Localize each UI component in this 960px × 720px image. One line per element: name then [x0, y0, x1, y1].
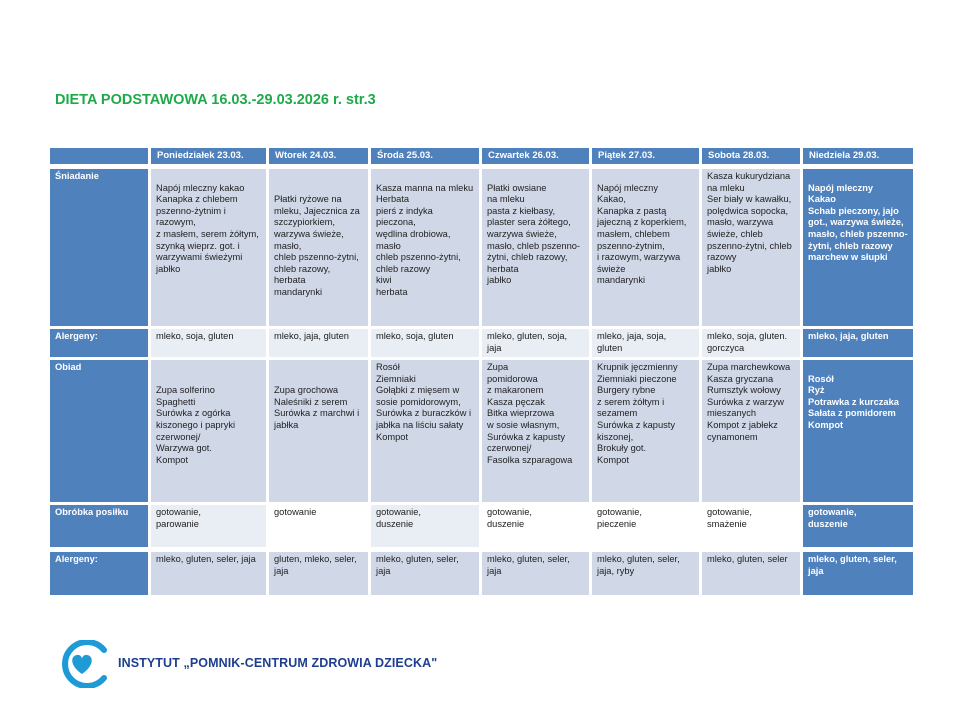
lunch-cell: Zupa grochowa Naleśniki z serem Surówka z marchwi i jabłka	[269, 360, 368, 502]
breakfast-cell: Napój mleczny kakao Kanapka z chlebem pszenno-żytnim i razowym, z masłem, serem żółtym, szynką wieprz. got. i warzywami świeżymi jabłko	[151, 169, 266, 326]
allergens-2-cell: gluten, mleko, seler, jaja	[269, 552, 368, 595]
row-label-lunch: Obiad	[50, 360, 148, 502]
processing-cell: gotowanie, duszenie	[371, 505, 479, 547]
day-header: Piątek 27.03.	[592, 148, 699, 164]
allergens-2-cell: mleko, gluten, seler, jaja	[482, 552, 589, 595]
allergens-1-cell: mleko, gluten, soja, jaja	[482, 329, 589, 357]
institute-logo-text: INSTYTUT „POMNIK-CENTRUM ZDROWIA DZIECKA"	[118, 656, 438, 670]
lunch-cell: Rosół Ryż Potrawka z kurczaka Sałata z pomidorem Kompot	[803, 360, 913, 502]
breakfast-cell: Kasza manna na mleku Herbata pierś z indyka pieczona, wędlina drobiowa, masło chleb pszenno-żytni, chleb razowy kiwi herbata	[371, 169, 479, 326]
lunch-cell: Zupa marchewkowa Kasza gryczana Rumsztyk wołowy Surówka z warzyw mieszanych Kompot z jabłekz cynamonem	[702, 360, 800, 502]
page-title: DIETA PODSTAWOWA 16.03.-29.03.2026 r. str.3	[55, 92, 376, 108]
lunch-cell: Zupa pomidorowa z makaronem Kasza pęczak Bitka wieprzowa w sosie własnym, Surówka z kapusty czerwonej/ Fasolka szparagowa	[482, 360, 589, 502]
lunch-cell: Zupa solferino Spaghetti Surówka z ogórka kiszonego i papryki czerwonej/ Warzywa got. Kompot	[151, 360, 266, 502]
day-header: Czwartek 26.03.	[482, 148, 589, 164]
processing-cell: gotowanie, duszenie	[482, 505, 589, 547]
day-header: Sobota 28.03.	[702, 148, 800, 164]
breakfast-cell: Płatki ryżowe na mleku, Jajecznica za szczypiorkiem, warzywa świeże, masło, chleb pszenno-żytni, chleb razowy, herbata mandarynki	[269, 169, 368, 326]
breakfast-cell: Kasza kukurydziana na mleku Ser biały w kawałku, polędwica sopocka, masło, warzywa świeże, chleb pszenno-żytni, chleb razowy jabłko	[702, 169, 800, 326]
allergens-1-cell: mleko, jaja, gluten	[803, 329, 913, 357]
allergens-1-cell: mleko, soja, gluten	[151, 329, 266, 357]
lunch-cell: Krupnik jęczmienny Ziemniaki pieczone Burgery rybne z serem żółtym i sezamem Surówka z kapusty kiszonej, Brokuły got. Kompot	[592, 360, 699, 502]
day-header: Niedziela 29.03.	[803, 148, 913, 164]
day-header: Środa 25.03.	[371, 148, 479, 164]
allergens-2-cell: mleko, gluten, seler, jaja, ryby	[592, 552, 699, 595]
allergens-1-cell: mleko, soja, gluten. gorczyca	[702, 329, 800, 357]
processing-cell: gotowanie, parowanie	[151, 505, 266, 547]
breakfast-cell: Napój mleczny Kakao Schab pieczony, jajo got., warzywa świeże, masło, chleb pszenno-żytni, chleb razowy marchew w słupki	[803, 169, 913, 326]
lunch-cell: Rosół Ziemniaki Gołąbki z mięsem w sosie pomidorowym, Surówka z buraczków i jabłka na liściu sałaty Kompot	[371, 360, 479, 502]
allergens-1-cell: mleko, soja, gluten	[371, 329, 479, 357]
allergens-2-cell: mleko, gluten, seler, jaja	[151, 552, 266, 595]
allergens-2-cell: mleko, gluten, seler	[702, 552, 800, 595]
row-label-allergens-1: Alergeny:	[50, 329, 148, 357]
row-label-processing: Obróbka posiłku	[50, 505, 148, 547]
day-header: Wtorek 24.03.	[269, 148, 368, 164]
processing-cell: gotowanie	[269, 505, 368, 547]
processing-cell: gotowanie, pieczenie	[592, 505, 699, 547]
header-corner	[50, 148, 148, 164]
row-label-allergens-2: Alergeny:	[50, 552, 148, 595]
allergens-1-cell: mleko, jaja, soja, gluten	[592, 329, 699, 357]
heart-c-logo-icon	[52, 640, 116, 688]
processing-cell: gotowanie, smażenie	[702, 505, 800, 547]
allergens-1-cell: mleko, jaja, gluten	[269, 329, 368, 357]
allergens-2-cell: mleko, gluten, seler, jaja	[803, 552, 913, 595]
breakfast-cell: Napój mleczny Kakao, Kanapka z pastą jajeczną z koperkiem, masłem, chlebem pszenno-żytnim, i razowym, warzywa świeże mandarynki	[592, 169, 699, 326]
row-label-breakfast: Śniadanie	[50, 169, 148, 326]
breakfast-cell: Płatki owsiane na mleku pasta z kiełbasy, plaster sera żółtego, warzywa świeże, masło, chleb pszenno-żytni, chleb razowy, herbata jabłko	[482, 169, 589, 326]
processing-cell: gotowanie, duszenie	[803, 505, 913, 547]
day-header: Poniedziałek 23.03.	[151, 148, 266, 164]
allergens-2-cell: mleko, gluten, seler, jaja	[371, 552, 479, 595]
